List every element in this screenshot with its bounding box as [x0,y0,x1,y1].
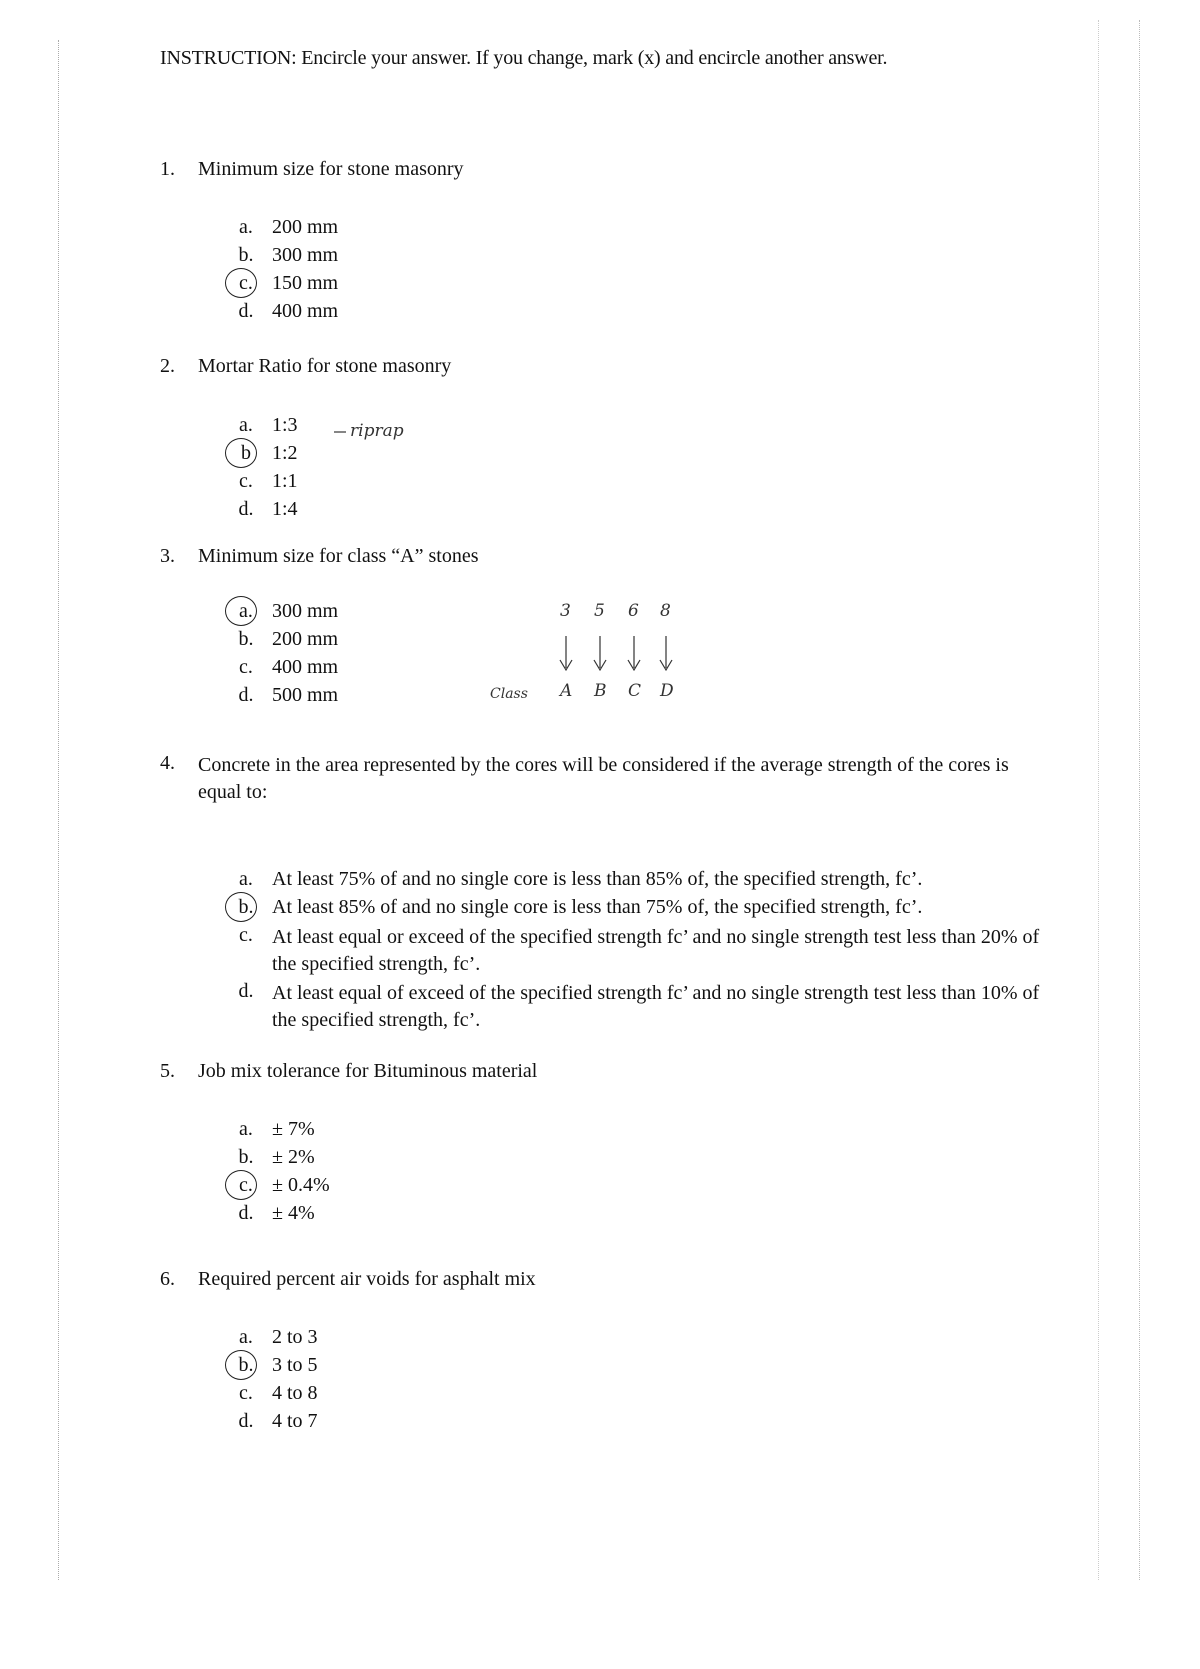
option-text: 1:1 [272,470,298,492]
option-letter: b. [238,628,254,650]
option-letter: d. [238,498,254,520]
question-text: Job mix tolerance for Bituminous material [198,1060,538,1082]
option-text: 500 mm [272,684,339,706]
option-letter: a. [239,1118,253,1140]
option-letter: c. [239,272,253,294]
option-text: 4 to 8 [272,1382,318,1404]
handwritten-class-sketch [490,588,730,724]
handwriting-sketch [330,418,420,448]
option-text: 300 mm [272,244,339,266]
question-text: Mortar Ratio for stone masonry [198,355,452,377]
option-text: 1:4 [272,498,298,520]
handwritten-class-a: A [560,681,573,701]
option-letter: a. [239,1326,253,1348]
option-text: ± 0.4% [272,1174,330,1196]
option-text: 400 mm [272,300,339,322]
handwritten-riprap-text: riprap [350,421,404,441]
handwriting-sketch [490,588,730,718]
option-letter: a. [239,600,253,622]
option-letter: d. [238,1202,254,1224]
handwritten-size-2: 5 [594,601,605,621]
option-text: ± 4% [272,1202,315,1224]
question-number: 4. [160,752,175,774]
option-text: At least equal or exceed of the specified strength fc’ and no single strength test less than 20% of the specified strength, fc’. [272,926,1040,975]
handwritten-class-d: D [660,681,674,701]
option-letter: d. [238,1410,254,1432]
option-text: 1:2 [272,442,298,464]
option-letter: a. [239,414,253,436]
option-text: 150 mm [272,272,339,294]
option-letter: c. [239,1382,253,1404]
option-text: At least 85% of and no single core is less than 75% of, the specified strength, fc’. [272,896,923,918]
option-text: ± 2% [272,1146,315,1168]
handwritten-size-1: 3 [560,601,571,621]
question-number: 6. [160,1268,175,1290]
option-text: 2 to 3 [272,1326,318,1348]
question-number: 5. [160,1060,175,1082]
handwritten-class-b: B [594,681,607,701]
option-text: 200 mm [272,628,339,650]
option-letter: d. [238,300,254,322]
option-text: ± 7% [272,1118,315,1140]
handwritten-class-c: C [628,681,642,701]
option-letter: b. [238,244,254,266]
question-text: Minimum size for class “A” stones [198,545,479,567]
option-letter: c. [239,470,253,492]
scan-edge-left [58,40,67,1580]
instruction-text: INSTRUCTION: Encircle your answer. If you change, mark (x) and encircle another answer. [160,47,888,69]
option-letter: c. [239,1174,253,1196]
option-text: 400 mm [272,656,339,678]
option-letter: d. [238,980,254,1002]
question-text: Required percent air voids for asphalt mix [198,1268,536,1290]
option-text: 300 mm [272,600,339,622]
question-text: Minimum size for stone masonry [198,158,464,180]
question-text: Concrete in the area represented by the cores will be considered if the average strength of the cores is equal to: [198,754,1009,803]
handwritten-class-label: Class [490,686,528,702]
question-number: 3. [160,545,175,567]
option-letter: c. [239,924,253,946]
handwritten-size-3: 6 [628,601,639,621]
option-letter: a. [239,868,253,890]
option-letter: d. [238,684,254,706]
option-text: 1:3 [272,414,298,436]
option-text: At least equal of exceed of the specified strength fc’ and no single strength test less than 10% of the specified strength, fc’. [272,982,1040,1031]
option-letter: b. [238,1146,254,1168]
option-letter: a. [239,216,253,238]
option-text: At least 75% of and no single core is less than 85% of, the specified strength, fc’. [272,868,923,890]
handwritten-size-4: 8 [660,601,671,621]
option-letter: b [241,442,251,464]
option-text: 200 mm [272,216,339,238]
option-text: 4 to 7 [272,1410,318,1432]
scan-edge-right [1098,20,1140,1580]
option-letter: b. [238,896,254,918]
question-number: 2. [160,355,175,377]
option-letter: c. [239,656,253,678]
question-number: 1. [160,158,175,180]
option-text: 3 to 5 [272,1354,318,1376]
option-letter: b. [238,1354,254,1376]
handwritten-note-riprap [330,418,420,454]
